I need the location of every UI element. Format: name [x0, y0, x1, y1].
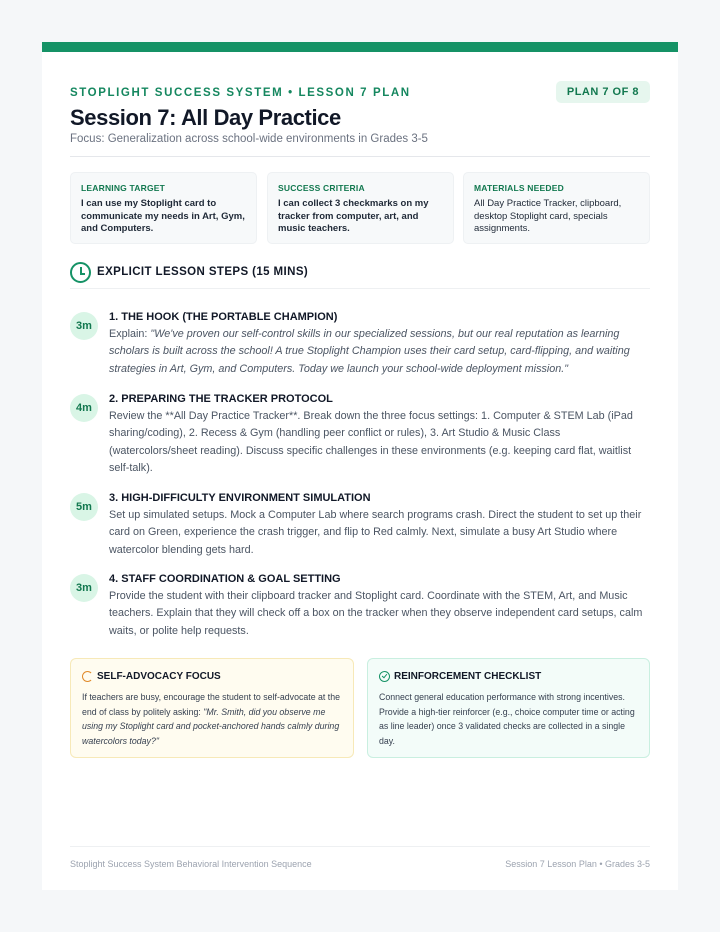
callout-heading: [379, 670, 638, 683]
step-body: Provide the student with their clipboard tracker and Stoplight card. Coordinate with the STEM, Art, and Music teachers. Explain that they will check off a box on the tracker when they observe independent card setups, calm waits, or polite help requests.: [109, 590, 643, 637]
refresh-icon: [82, 671, 93, 682]
callout-heading: [82, 670, 342, 683]
callout-body-quote: "Mr. Smith, did you observe me using my Stoplight card and pocket-anchored hands calmly during watercolors today?": [82, 706, 340, 746]
card-heading: LEARNING TARGET: [81, 183, 166, 193]
step-body: [109, 326, 650, 378]
learning-target-card: [70, 172, 257, 244]
callout-body: [82, 690, 342, 748]
header-divider: [70, 156, 650, 157]
self-advocacy-callout: [70, 658, 354, 758]
duration-badge: 4m: [70, 394, 98, 422]
card-body: I can use my Stoplight card to communicate my needs in Art, Gym, and Computers.: [81, 198, 245, 234]
card-body: I can collect 3 checkmarks on my tracker from computer, art, and music teachers.: [278, 198, 429, 234]
lesson-plan-page: [42, 42, 678, 890]
steps-divider: [70, 288, 650, 289]
duration-badge: 3m: [70, 574, 98, 602]
clock-icon: [70, 262, 91, 283]
objective-cards: [70, 172, 650, 244]
callout-body: Connect general education performance with strong incentives. Provide a high-tier reinforcer (e.g., choice computer time or acting as line leader) once 3 validated checks are collected in a single day.: [379, 692, 635, 746]
step-title: 3. HIGH-DIFFICULTY ENVIRONMENT SIMULATION: [109, 492, 371, 504]
callout-title: SELF-ADVOCACY FOCUS: [97, 671, 221, 682]
duration-badge: 3m: [70, 312, 98, 340]
plan-badge: PLAN 7 OF 8: [556, 81, 650, 103]
lesson-steps-title: EXPLICIT LESSON STEPS (15 MINS): [97, 266, 309, 278]
footer-divider: [70, 846, 650, 847]
step-title: 2. PREPARING THE TRACKER PROTOCOL: [109, 393, 333, 405]
focus-subtitle: Focus: Generalization across school-wide environments in Grades 3-5: [70, 133, 428, 145]
page-content: [70, 52, 650, 890]
step-body-quote: "We've proven our self-control skills in our specialized sessions, but our real reputation as learning scholars is built across the school! A true Stoplight Champion uses their card setup, card-flipping, and waiting strategies in Art, Gym, and Computers. Today we launch your school-wide deployment mission.": [109, 328, 630, 375]
success-criteria-card: [267, 172, 454, 244]
duration-badge: 5m: [70, 493, 98, 521]
footer-right: Session 7 Lesson Plan • Grades 3-5: [505, 859, 650, 869]
materials-needed-card: [463, 172, 650, 244]
step-body: Set up simulated setups. Mock a Computer Lab where search programs crash. Direct the student to set up their card on Green, experience the crash trigger, and flip to Red calmly. Next, simulate a busy Art Studio where watercolor blending gets hard.: [109, 509, 642, 556]
page-kicker: STOPLIGHT SUCCESS SYSTEM • LESSON 7 PLAN: [70, 87, 411, 99]
card-body: All Day Practice Tracker, clipboard, desktop Stoplight card, specials assignments.: [474, 198, 622, 234]
check-circle-icon: [379, 671, 390, 682]
step-body: Review the **All Day Practice Tracker**. Break down the three focus settings: 1. Computer & STEM Lab (iPad sharing/coding), 2. Recess & Gym (handling peer conflict or rules), 3. Art Studio & Music Class (watercolors/sheet reading). Discuss specific challenges in these environments (e.g. keeping card flat, waitlist self-talk).: [109, 410, 633, 474]
page-title: Session 7: All Day Practice: [70, 105, 341, 130]
step-title: 1. THE HOOK (THE PORTABLE CHAMPION): [109, 311, 338, 323]
card-heading: MATERIALS NEEDED: [474, 183, 564, 193]
step-body-lead: Explain:: [109, 328, 151, 340]
step-title: 4. STAFF COORDINATION & GOAL SETTING: [109, 573, 341, 585]
lesson-steps-header: [70, 262, 650, 286]
footer-left: Stoplight Success System Behavioral Intervention Sequence: [70, 859, 312, 869]
card-heading: SUCCESS CRITERIA: [278, 183, 365, 193]
callout-title: REINFORCEMENT CHECKLIST: [394, 671, 542, 682]
callout-body-lead: If teachers are busy, encourage the student to self-advocate at the end of class by politely asking:: [82, 692, 341, 717]
reinforcement-callout: [367, 658, 650, 758]
